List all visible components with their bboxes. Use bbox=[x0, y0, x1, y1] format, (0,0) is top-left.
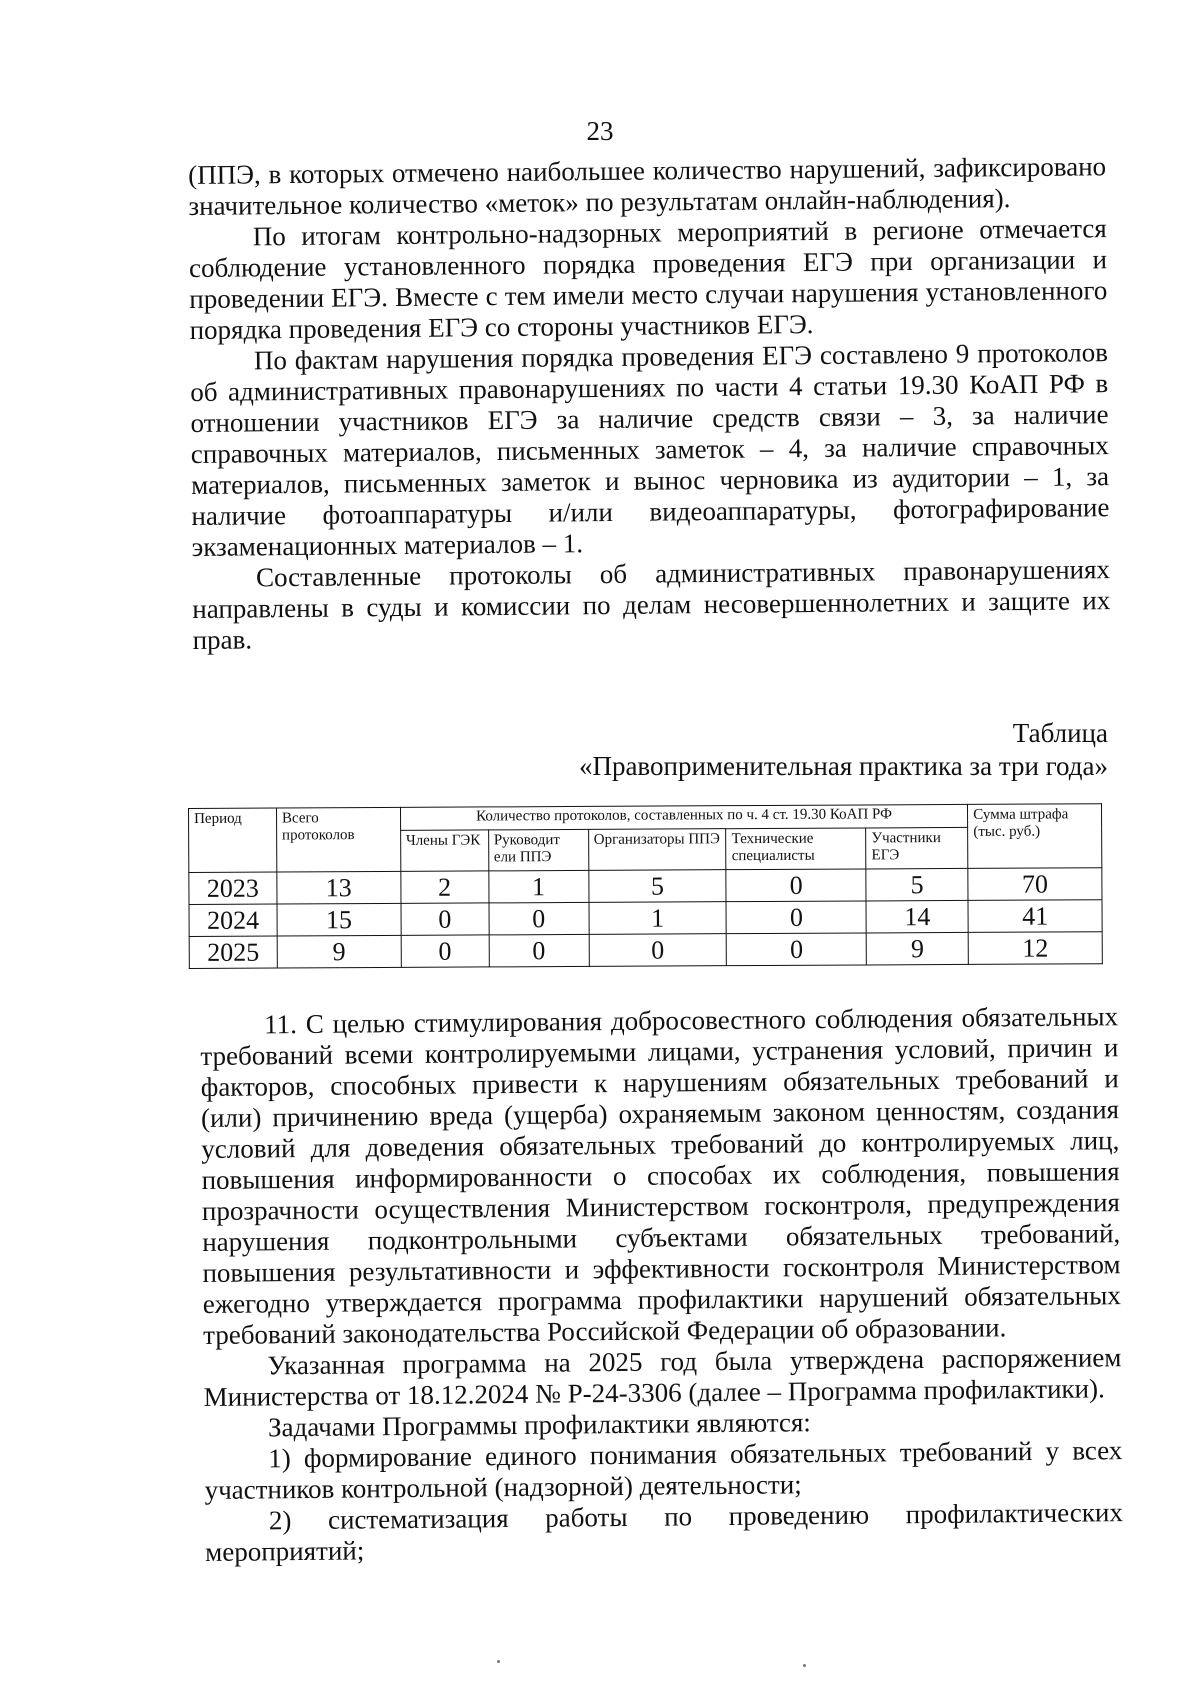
paragraph-protocols: По фактам нарушения порядка проведения ЕГЭ составлено 9 протоколов об административных правонарушениях по части 4 статьи 19.30 КоАП РФ в отношении участников ЕГЭ за наличие средств связи – 3, за наличие справочных материалов, письменных заметок – 4, за наличие справочных материалов, письменных заметок и вынос черновика из аудитории – 1, за наличие фотоаппаратуры и/или видеоаппаратуры, фотографирование экзаменационных материалов – 1. bbox=[190, 337, 1110, 562]
cell-gek: 2 bbox=[401, 871, 489, 903]
enforcement-practice-table bbox=[188, 803, 1103, 969]
header-total-protocols: Всего протоколов bbox=[276, 807, 400, 872]
cell-fine: 41 bbox=[968, 900, 1102, 933]
cell-total: 9 bbox=[277, 935, 401, 968]
cell-participants: 5 bbox=[866, 868, 968, 901]
header-technical-specialists: Технические специалисты bbox=[726, 828, 866, 870]
cell-tech: 0 bbox=[726, 869, 866, 902]
cell-period: 2025 bbox=[189, 936, 277, 968]
intro-text-block bbox=[188, 151, 1111, 656]
cell-fine: 70 bbox=[968, 868, 1102, 901]
cell-heads: 0 bbox=[489, 934, 589, 967]
header-ege-participants: Участники ЕГЭ bbox=[866, 827, 968, 869]
scan-speck bbox=[803, 1664, 806, 1667]
list-item-task-2: 2) систематизация работы по проведению профилактических мероприятий; bbox=[205, 1497, 1124, 1567]
table-label: Таблица bbox=[1012, 718, 1108, 748]
cell-period: 2023 bbox=[189, 872, 277, 904]
cell-organizers: 1 bbox=[589, 902, 727, 935]
paragraph-inspection-results: По итогам контрольно-надзорных мероприятий в регионе отмечается соблюдение установленного порядка проведения ЕГЭ при организации и проведении ЕГЭ. Вместе с тем имели место случаи нарушения установленного порядка проведения ЕГЭ со стороны участников ЕГЭ. bbox=[188, 213, 1108, 345]
header-protocol-count-group: Количество протоколов, составленных по ч. 4 ст. 19.30 КоАП РФ bbox=[400, 804, 968, 830]
table-row bbox=[189, 900, 1102, 937]
paragraph-continuation: (ППЭ, в которых отмечено наибольшее количество нарушений, зафиксировано значительное количество «меток» по результатам онлайн-наблюдения). bbox=[188, 151, 1107, 221]
paragraph-program-approval: Указанная программа на 2025 год была утверждена распоряжением Министерства от 18.12.2024 № Р-24-3306 (далее – Программа профилактики). bbox=[203, 1342, 1122, 1412]
table-title: «Правоприменительная практика за три года» bbox=[578, 751, 1108, 781]
cell-total: 15 bbox=[277, 903, 401, 936]
cell-tech: 0 bbox=[726, 901, 866, 934]
cell-period: 2024 bbox=[189, 904, 277, 936]
cell-heads: 1 bbox=[488, 870, 588, 903]
header-gek-members: Члены ГЭК bbox=[400, 830, 488, 871]
paragraph-program-tasks: Задачами Программы профилактики являются: bbox=[267, 1407, 811, 1443]
cell-organizers: 5 bbox=[588, 870, 726, 903]
cell-tech: 0 bbox=[727, 933, 867, 966]
table-row bbox=[189, 932, 1102, 969]
cell-gek: 0 bbox=[401, 935, 489, 967]
header-ppe-heads: Руководит ели ППЭ bbox=[488, 829, 588, 871]
cell-heads: 0 bbox=[489, 902, 589, 935]
cell-gek: 0 bbox=[401, 903, 489, 935]
header-fine-sum: Сумма штрафа (тыс. руб.) bbox=[968, 804, 1102, 869]
cell-fine: 12 bbox=[968, 932, 1102, 965]
paragraph-protocols-sent: Составленные протоколы об административных правонарушениях направлены в суды и комиссии по делам несовершеннолетних и защите их прав. bbox=[192, 554, 1111, 655]
table-row bbox=[189, 868, 1102, 905]
page-number: 23 bbox=[586, 116, 614, 146]
paragraph-section-11: 11. С целью стимулирования добросовестного соблюдения обязательных требований всеми контролируемыми лицами, устранения условий, причин и факторов, способных привести к нарушениям обязательных требований и (или) причинению вреда (ущерба) охраняемым законом ценностям, создания условий для доведения обязательных требований до контролируемых лиц, повышения информированности о способах их соблюдения, повышения прозрачности осуществления Министерством госконтроля, предупреждения нарушения подконтрольными субъектами обязательных требований, повышения результативности и эффективности госконтроля Министерством ежегодно утверждается программа профилактики нарушений обязательных требований законодательства Российской Федерации об образовании. bbox=[200, 1001, 1121, 1350]
list-item-task-1: 1) формирование единого понимания обязательных требований у всех участников контрольной (надзорной) деятельности; bbox=[204, 1435, 1123, 1505]
cell-organizers: 0 bbox=[589, 934, 727, 967]
cell-total: 13 bbox=[277, 871, 401, 904]
cell-participants: 9 bbox=[866, 932, 968, 965]
cell-participants: 14 bbox=[866, 900, 968, 933]
header-period: Период bbox=[189, 808, 277, 872]
section-11-text-block bbox=[200, 1001, 1123, 1568]
header-ppe-organizers: Организаторы ППЭ bbox=[588, 829, 726, 871]
scan-speck bbox=[497, 1660, 500, 1663]
